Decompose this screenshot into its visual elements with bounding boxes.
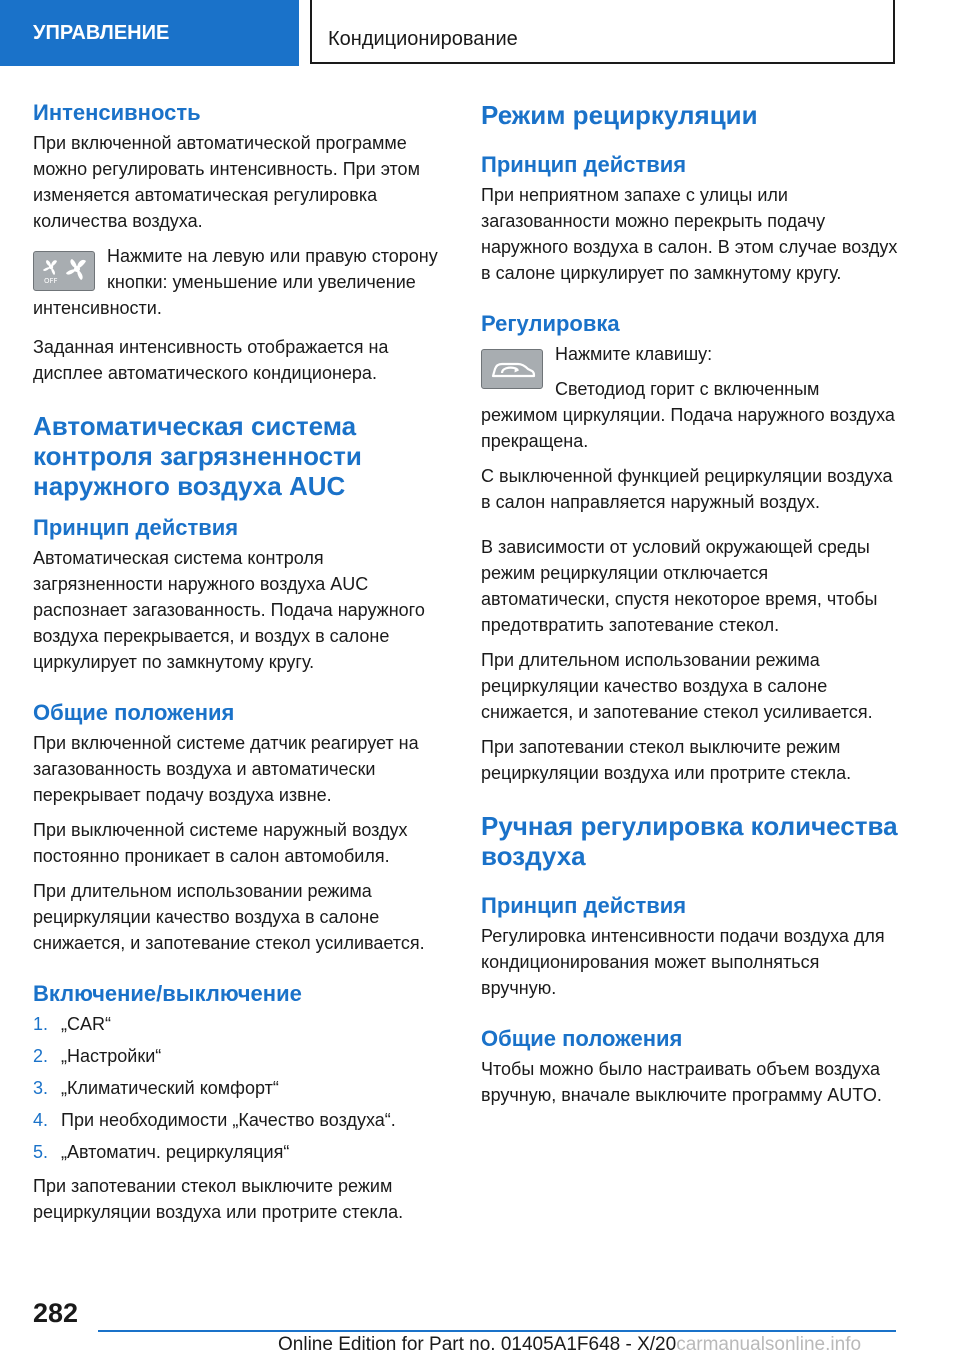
- list-item: [33, 1075, 449, 1101]
- steps-list: [33, 1011, 449, 1165]
- svg-text:OFF: OFF: [44, 277, 58, 285]
- heading-onoff: Включение/выключение: [33, 981, 302, 1006]
- step-text: „Настройки“: [61, 1046, 162, 1066]
- page-header-title: Кондиционирование: [310, 0, 895, 64]
- list-item: [33, 1011, 449, 1037]
- paragraph: При запотевании стекол выключите режим рециркуляции воздуха или протрите стекла.: [481, 737, 852, 783]
- heading-principle: Принцип действия: [481, 152, 687, 177]
- paragraph: При длительном использовании режима рециркуляции качество воздуха в салоне снижается, и запотевание стекол усиливается.: [33, 881, 425, 953]
- step-number: 4.: [33, 1110, 49, 1130]
- paragraph: Автоматическая система контроля загрязненности наружного воздуха AUC распознает загазованность. Подача наружного воздуха перекрывается, и воздух в салоне циркулирует по замкнутому кругу.: [33, 548, 425, 672]
- step-number: 2.: [33, 1046, 49, 1066]
- paragraph: Нажмите клавишу:: [555, 344, 713, 364]
- heading-principle: Принцип действия: [481, 893, 687, 918]
- watermark-text: carmanualsonline.info: [676, 1334, 862, 1355]
- list-item: [33, 1139, 449, 1165]
- paragraph: Нажмите на левую или правую сторону кнопки: уменьшение или увеличение интенсивности.: [33, 246, 438, 318]
- heading-control: Регулировка: [481, 311, 620, 336]
- page-number: 282: [33, 1298, 79, 1328]
- heading-auc: Автоматическая система контроля загрязненности наружного воздуха AUC: [33, 411, 362, 501]
- paragraph: При выключенной системе наружный воздух постоянно проникает в салон автомобиля.: [33, 820, 408, 866]
- right-column: [481, 100, 899, 1117]
- icon-paragraph: [33, 243, 449, 330]
- footer-divider: [98, 1330, 896, 1332]
- paragraph: Светодиод горит с включенным режимом циркуляции. Подача наружного воздуха прекращена.: [481, 379, 895, 451]
- step-text: „Климатический комфорт“: [61, 1078, 279, 1098]
- heading-recirculation: Режим рециркуляции: [481, 100, 758, 130]
- step-text: „Автоматич. рециркуляция“: [61, 1142, 290, 1162]
- paragraph: Регулировка интенсивности подачи воздуха для кондиционирования может выполняться вручную.: [481, 926, 885, 998]
- step-number: 5.: [33, 1142, 49, 1162]
- paragraph: При запотевании стекол выключите режим рециркуляции воздуха или протрите стекла.: [33, 1176, 404, 1222]
- paragraph: С выключенной функцией рециркуляции воздуха в салон направляется наружный воздух.: [481, 466, 893, 512]
- list-item: [33, 1043, 449, 1069]
- icon-paragraph: [481, 341, 899, 454]
- paragraph: Заданная интенсивность отображается на дисплее автоматического кондиционера.: [33, 337, 389, 383]
- edition-text: Online Edition for Part no. 01405A1F648 - X/20: [278, 1334, 677, 1355]
- paragraph: При включенной автоматической программе можно регулировать интенсивность. При этом изменяется автоматическая регулировка количества воздуха.: [33, 133, 420, 231]
- left-column: [33, 100, 449, 1234]
- heading-general: Общие положения: [33, 700, 235, 725]
- section-tab: УПРАВЛЕНИЕ: [0, 0, 299, 66]
- step-text: При необходимости „Качество воздуха“.: [61, 1110, 396, 1130]
- list-item: [33, 1107, 449, 1133]
- footer-edition: [278, 1334, 861, 1356]
- paragraph: При неприятном запахе с улицы или загазованности можно перекрыть подачу наружного воздуха в салон. В этом случае воздух в салоне циркулирует по замкнутому кругу.: [481, 185, 898, 283]
- paragraph: При включенной системе датчик реагирует на загазованность воздуха и автоматически перекрывает подачу воздуха извне.: [33, 733, 419, 805]
- step-text: „CAR“: [61, 1014, 111, 1034]
- paragraph: В зависимости от условий окружающей среды режим рециркуляции отключается автоматически, спустя некоторое время, чтобы предотвратить запотевание стекол.: [481, 537, 878, 635]
- heading-principle: Принцип действия: [33, 515, 239, 540]
- fan-off-button-icon: [33, 251, 95, 291]
- heading-general: Общие положения: [481, 1026, 683, 1051]
- paragraph: При длительном использовании режима рециркуляции качество воздуха в салоне снижается, и запотевание стекол усиливается.: [481, 650, 873, 722]
- recirculation-button-icon: [481, 349, 543, 389]
- step-number: 1.: [33, 1014, 49, 1034]
- paragraph: Чтобы можно было настраивать объем воздуха вручную, вначале выключите программу AUTO.: [481, 1059, 882, 1105]
- heading-manual: Ручная регулировка количества воздуха: [481, 811, 898, 871]
- heading-intensity: Интенсивность: [33, 100, 201, 125]
- step-number: 3.: [33, 1078, 49, 1098]
